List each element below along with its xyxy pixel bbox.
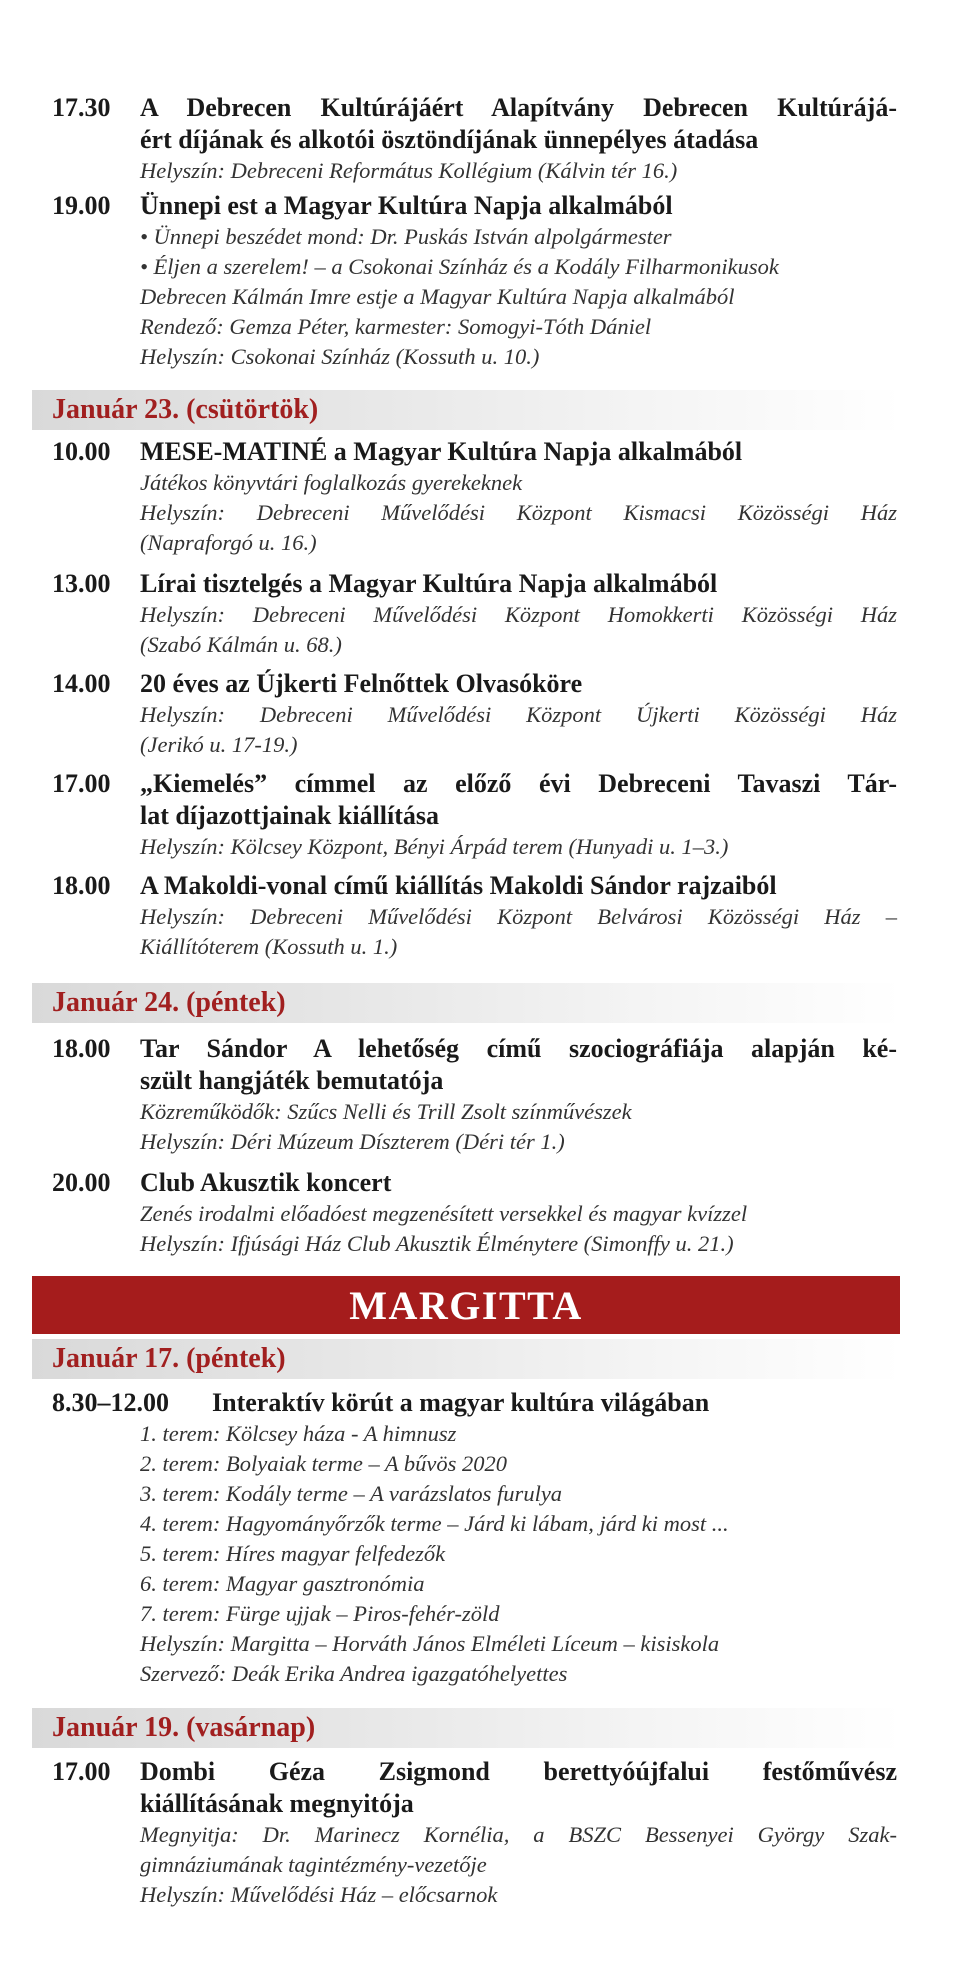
event-title: Club Akusztik koncert <box>140 1168 392 1197</box>
day-label: Január 17. (péntek) <box>52 1343 286 1374</box>
event-time: 17.00 <box>52 769 111 798</box>
event-details: Helyszín: Debreceni Művelődési Központ Újkerti Közösségi Ház (Jerikó u. 17-19.) <box>140 702 897 757</box>
event-details: Megnyitja: Dr. Marinecz Kornélia, a BSZC Bessenyei György Szak- gimnáziumának tagintézmény-vezetője Helyszín: Művelődési Ház – előcsarnok <box>140 1822 897 1907</box>
event-details: Helyszín: Debreceni Művelődési Központ Belvárosi Közösségi Ház – Kiállítóterem (Kossuth u. 1.) <box>140 904 897 959</box>
event-details: • Ünnepi beszédet mond: Dr. Puskás István alpolgármester • Éljen a szerelem! – a Csokonai Színház és a Kodály Filharmonikusok Debrecen Kálmán Imre estje a Magyar Kultúra Napja alkalmából Rendező: Gemza Péter, karmester: Somogyi-Tóth Dániel Helyszín: Csokonai Színház (Kossuth u. 10.) <box>140 224 779 369</box>
event-time: 17.30 <box>52 93 111 122</box>
event-title: „Kiemelés” címmel az előző évi Debreceni Tavaszi Tár- lat díjazottjainak kiállítása <box>140 769 897 830</box>
event-title: Lírai tisztelgés a Magyar Kultúra Napja alkalmából <box>140 569 718 598</box>
day-label: Január 23. (csütörtök) <box>52 394 319 425</box>
event-details: Helyszín: Kölcsey Központ, Bényi Árpád terem (Hunyadi u. 1–3.) <box>140 834 729 859</box>
event-title: A Debrecen Kultúrájáért Alapítvány Debrecen Kultúrájá- ért díjának és alkotói ösztöndíjának ünnepélyes átadása <box>140 93 897 154</box>
event-time: 14.00 <box>52 669 111 698</box>
event-time: 8.30–12.00 <box>52 1388 169 1417</box>
event-details: Zenés irodalmi előadóest megzenésített versekkel és magyar kvízzel Helyszín: Ifjúsági Ház Club Akusztik Élménytere (Simonffy u. 21.) <box>140 1201 748 1256</box>
event-1300 <box>52 568 897 660</box>
event-time: 17.00 <box>52 1757 111 1786</box>
event-details: Közreműködők: Szűcs Nelli és Trill Zsolt színművészek Helyszín: Déri Múzeum Díszterem (Déri tér 1.) <box>140 1099 632 1154</box>
event-details: 1. terem: Kölcsey háza - A himnusz 2. terem: Bolyaiak terme – A bűvös 2020 3. terem: Kodály terme – A varázslatos furulya 4. terem: Hagyományőrzők terme – Járd ki lábam, járd ki most ... 5. terem: Híres magyar felfedezők 6. terem: Magyar gasztronómia 7. terem: Fürge ujjak – Piros-fehér-zöld Helyszín: Margitta – Horváth János Elméleti Líceum – kisiskola Szervező: Deák Erika Andrea igazgatóhelyettes <box>140 1421 729 1686</box>
event-time: 10.00 <box>52 437 111 466</box>
town-banner <box>32 1276 900 1334</box>
event-830 <box>52 1387 897 1689</box>
event-title: A Makoldi-vonal című kiállítás Makoldi Sándor rajzaiból <box>140 871 777 900</box>
event-title: Ünnepi est a Magyar Kultúra Napja alkalmából <box>140 191 673 220</box>
event-time: 20.00 <box>52 1168 111 1197</box>
day-label: Január 24. (péntek) <box>52 987 286 1018</box>
event-1730 <box>52 92 897 186</box>
day-header-jan24 <box>32 983 902 1023</box>
event-title: MESE-MATINÉ a Magyar Kultúra Napja alkalmából <box>140 437 743 466</box>
day-header-jan23 <box>32 390 902 430</box>
event-time: 18.00 <box>52 871 111 900</box>
day-header-jan17 <box>32 1339 902 1379</box>
event-time: 18.00 <box>52 1034 111 1063</box>
event-1900 <box>52 190 897 372</box>
event-1800 <box>52 870 897 962</box>
event-details: Helyszín: Debreceni Református Kollégium (Kálvin tér 16.) <box>140 158 678 183</box>
day-label: Január 19. (vasárnap) <box>52 1712 316 1743</box>
event-title: 20 éves az Újkerti Felnőttek Olvasóköre <box>140 669 583 698</box>
day-header-jan19 <box>32 1708 902 1748</box>
town-name: MARGITTA <box>349 1282 583 1328</box>
event-1400 <box>52 668 897 760</box>
event-jan19-1700 <box>52 1756 897 1910</box>
event-1000 <box>52 436 897 558</box>
event-title: Dombi Géza Zsigmond berettyóújfalui festőművész kiállításának megnyitója <box>140 1757 897 1818</box>
event-jan24-1800 <box>52 1033 897 1157</box>
event-title: Interaktív körút a magyar kultúra világában <box>212 1388 710 1417</box>
event-time: 13.00 <box>52 569 111 598</box>
event-1700 <box>52 768 897 862</box>
event-details: Játékos könyvtári foglalkozás gyerekeknek Helyszín: Debreceni Művelődési Központ Kismacsi Közösségi Ház (Napraforgó u. 16.) <box>140 470 897 555</box>
event-time: 19.00 <box>52 191 111 220</box>
event-jan24-2000 <box>52 1167 897 1259</box>
event-title: Tar Sándor A lehetőség című szociográfiája alapján ké- szült hangjáték bemutatója <box>140 1034 897 1095</box>
event-details: Helyszín: Debreceni Művelődési Központ Homokkerti Közösségi Ház (Szabó Kálmán u. 68.) <box>140 602 897 657</box>
